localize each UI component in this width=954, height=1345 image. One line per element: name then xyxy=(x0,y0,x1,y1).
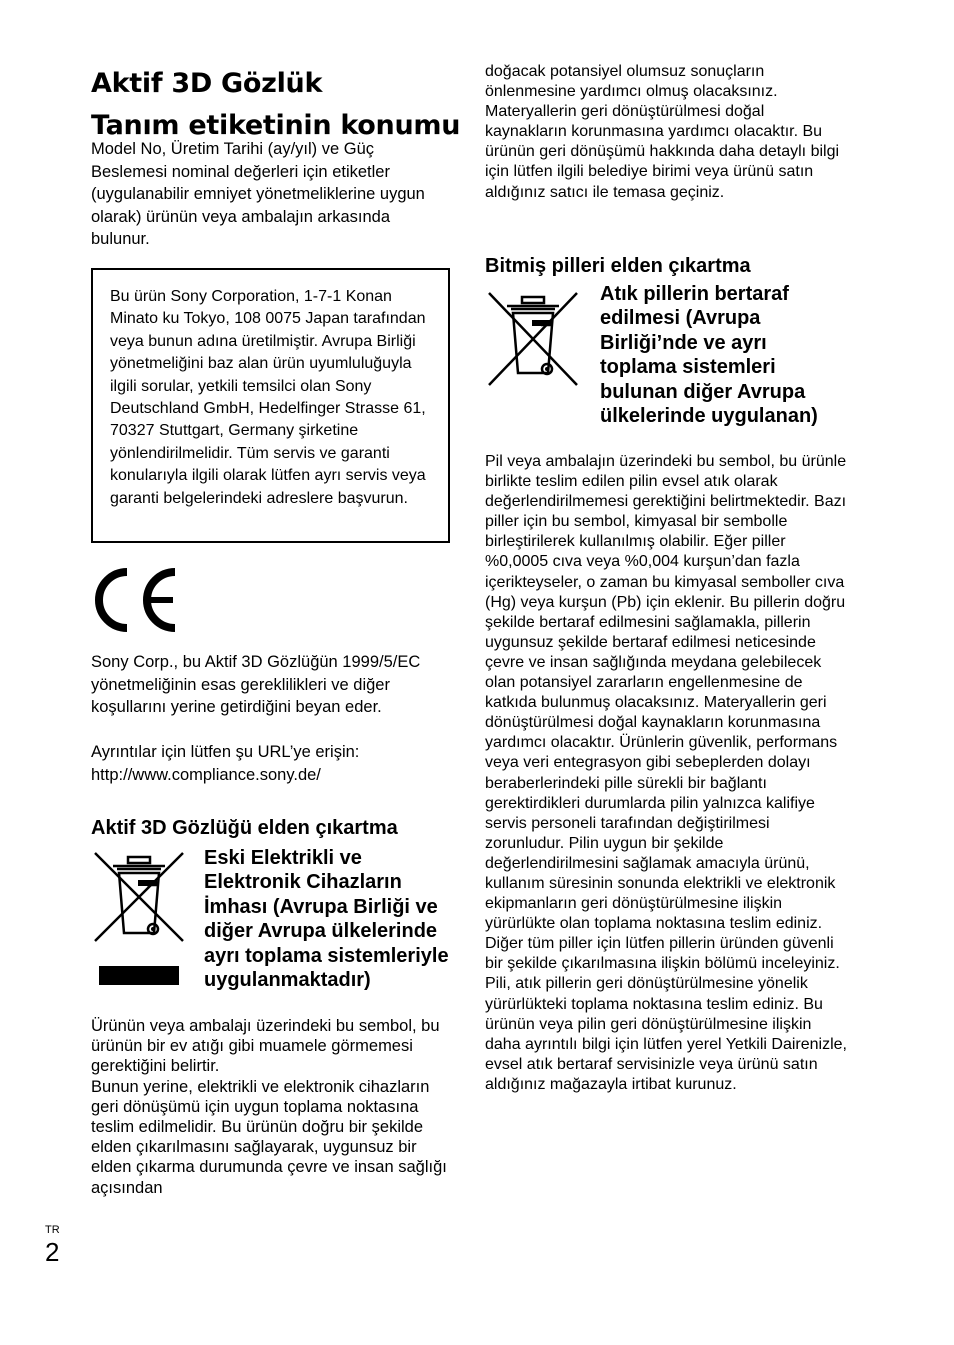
weee-text-paragraph-1: Ürünün veya ambalajı üzerindeki bu sembol, bu ürünün bir ev atığı gibi muamele görmemesi gerektiğini belirtir. xyxy=(91,1017,440,1076)
weee-text-paragraph-2: Bunun yerine, elektrikli ve elektronik cihazların geri dönüşümü için uygun toplama noktasına teslim edilmelidir. Bu ürünün doğru bir şekilde elden çıkarılmasını sağlayarak, uygunsuz bir elden çıkarma durumunda çevre ve insan sağlığı açısından xyxy=(91,1077,447,1197)
crossed-out-wheelie-bin-icon xyxy=(91,849,187,989)
manufacturer-info-text: Bu ürün Sony Corporation, 1-7-1 Konan Minato ku Tokyo, 108 0075 Japan tarafından veya bunun adına üretilmiştir. Avrupa Birliği yönetmeliğini baz alan ürün uyumluluğuyla ilgili sorular, yetkili temsilci olan Sony Deutschland GmbH, Hedelfinger Strasse 61, 70327 Stuttgart, Germany şirketine yönlendirilmelidir. Tüm servis ve garanti konularıyla ilgili olarak lütfen ayrı servis veya garanti belgelerindeki adreslere başvurun. xyxy=(110,288,426,507)
battery-disposal-heading: Bitmiş pilleri elden çıkartma xyxy=(485,255,751,277)
language-code: TR xyxy=(45,1224,60,1236)
title-line-1: Aktif 3D Gözlük xyxy=(91,68,323,99)
battery-crossed-out-bin-icon xyxy=(485,289,581,389)
weee-heading: Eski Elektrikli ve Elektronik Cihazların İmhası (Avrupa Birliği ve diğer Avrupa ülkelerinde ayrı toplama sistemleriyle uygulanmaktadır) xyxy=(204,847,449,992)
disposal-continuation-text: doğacak potansiyel olumsuz sonuçların önlenmesine yardımcı olmuş olacaksınız. Materyallerin geri dönüştürülmesi doğal kaynakların korunmasına yardımcı olacaktır. Bu ürünün geri dönüşümü hakkında daha detaylı bilgi için lütfen ilgili belediye birimi veya ürünü satın aldığınız satıcı ile temasa geçiniz. xyxy=(485,63,840,201)
page-number: 2 xyxy=(45,1237,60,1267)
disposal-heading: Aktif 3D Gözlüğü elden çıkartma xyxy=(91,817,398,839)
title-line-2: Tanım etiketinin konumu xyxy=(91,110,461,141)
url-block xyxy=(91,741,461,786)
declaration-text: Sony Corp., bu Aktif 3D Gözlüğün 1999/5/EC yönetmeliğinin esas gereklilikleri ve diğer koşullarını yerine getirdiğini beyan eder. xyxy=(91,653,421,717)
weee-text xyxy=(91,1016,456,1198)
battery-side-heading: Atık pillerin bertaraf edilmesi (Avrupa Birliği’nde ve ayrı toplama sistemleri bulunan diğer Avrupa ülkelerinde uygulanan) xyxy=(600,283,818,428)
ce-mark-icon xyxy=(91,566,181,634)
page-title xyxy=(91,63,471,147)
manufacturer-info-box xyxy=(91,268,450,543)
compliance-url-link[interactable]: http://www.compliance.sony.de/ xyxy=(91,765,321,784)
label-location-text: Model No, Üretim Tarihi (ay/yıl) ve Güç Beslemesi nominal değerleri için etiketler (uygulanabilir emniyet yönetmeliklerine uygun olarak) ürünün veya ambalajın arkasında bulunur. xyxy=(91,140,425,249)
battery-disposal-text: Pil veya ambalajın üzerindeki bu sembol, bu ürünle birlikte teslim edilen pilin evsel atık olarak değerlendirilmemesi gerektiğini belirtmektedir. Bazı piller için bu sembol, kimyasal bir sembolle birleştirilerek kullanılmış olabilir. Eğer piller %0,0005 cıva veya %0,004 kurşun’dan fazla içerikteyseler, o zaman bu kimyasal semboller cıva (Hg) veya kurşun (Pb) için eklenir. Bu pillerin doğru şekilde bertaraf edilmesini sağlamakla, pillerin uygunsuz şekilde bertaraf edilmesi neticesinde çevre ve insan sağlığında meydana gelebilecek olan potansiyel zararların engellenmesine de katkıda bulunmuş olacaksınız. Materyallerin geri dönüştürülmesi doğal kaynakların korunmasına yardımcı olacaktır. Ürünlerin güvenlik, performans veya veri entegrasyon gibi sebeplerden dolayı beraberlerindeki pille sürekli bir bağlantı gerektirdikleri durumlarda pilin yalnızca kalifiye servis personeli tarafından değiştirilmesi zorunludur. Pilin uygun bir şekilde değerlendirilmesini sağlamak amacıyla ürünü, kullanım süresinin sonunda elektrikli ve elektronik ekipmanların geri dönüştürülmesine ilişkin yürürlükte olan toplama noktasına teslim ediniz. Diğer tüm piller için lütfen pillerin üründen güvenli bir şekilde çıkarılmasına ilişkin bölümü inceleyiniz. Pili, atık pillerin geri dönüştürülmesine yönelik yürürlükteki toplama noktasına teslim ediniz. Bu ürünün veya pilin geri dönüştürülmesine ilişkin daha ayrıntılı bilgi için lütfen yerel Yetkili Dairenizle, evsel atık bertaraf servisinizle veya ürünü satın aldığınız mağazayla irtibat kurunuz. xyxy=(485,453,847,1093)
url-intro: Ayrıntılar için lütfen şu URL’ye erişin: xyxy=(91,743,360,761)
